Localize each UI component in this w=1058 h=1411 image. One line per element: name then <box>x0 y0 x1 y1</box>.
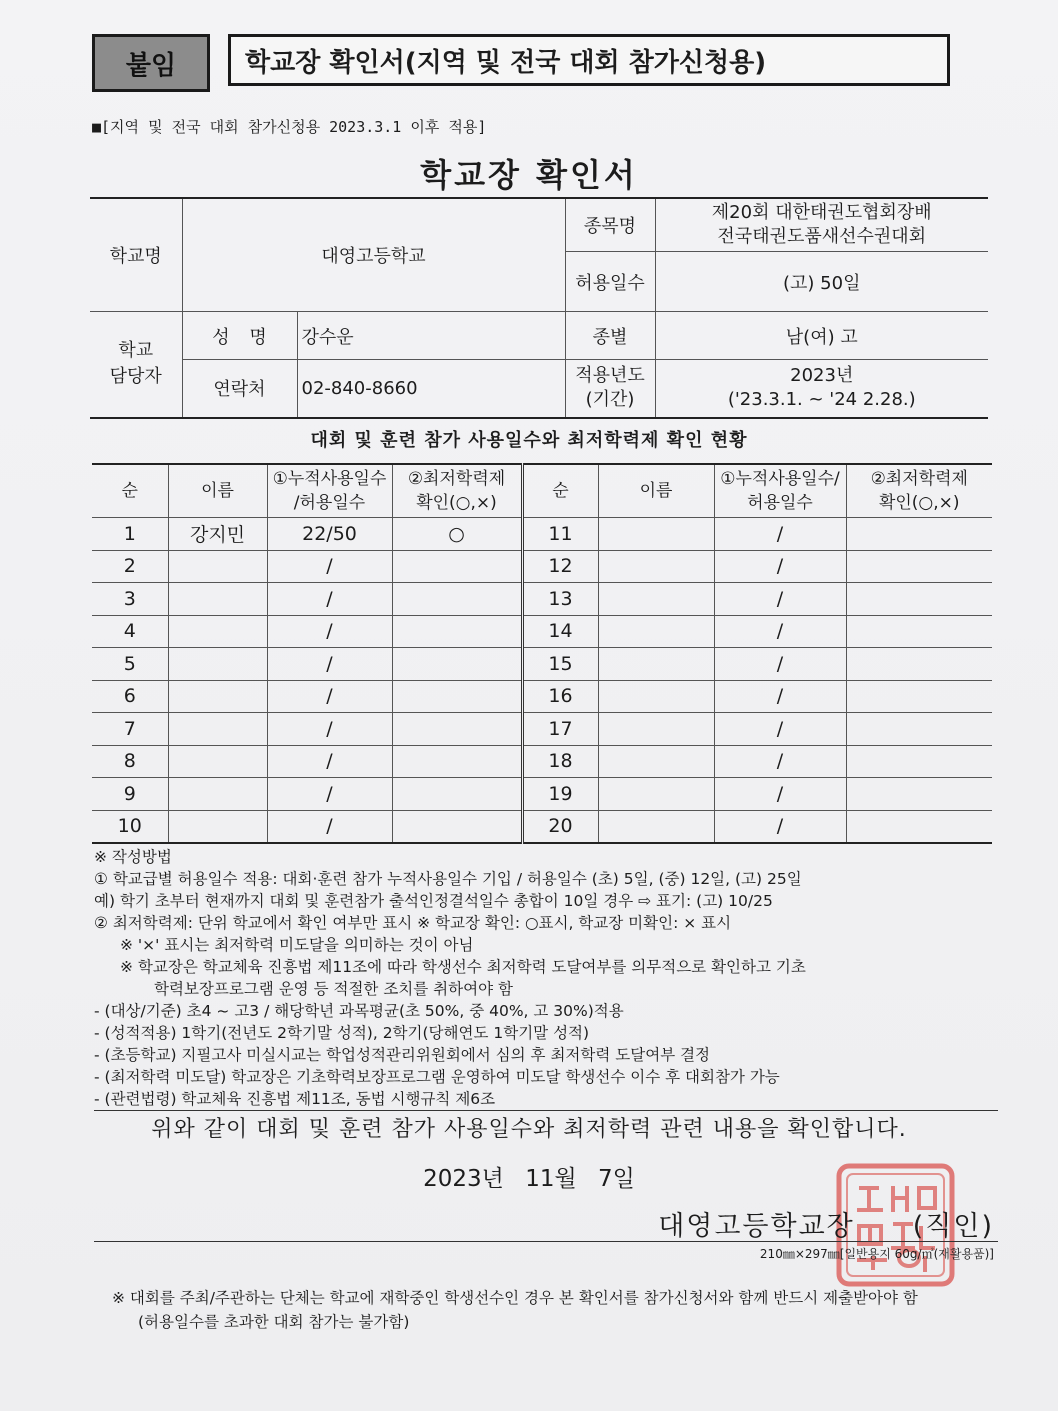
cell-left-no: 4 <box>92 615 168 648</box>
cell-left-no: 5 <box>92 648 168 681</box>
cell-left-check <box>392 778 522 811</box>
cell-right-no: 12 <box>522 550 598 583</box>
col-no-right: 순 <box>522 464 598 518</box>
document-header-title: 학교장 확인서(지역 및 전국 대회 참가신청용) <box>228 34 950 86</box>
cell-left-name <box>168 648 267 681</box>
manager-label-line1: 학교 <box>118 340 154 362</box>
col-academic-left <box>392 464 522 518</box>
year-label-line2: (기간) <box>585 389 635 411</box>
table-row <box>92 810 992 843</box>
event-value <box>655 198 988 252</box>
cell-right-no: 11 <box>522 518 598 551</box>
manager-name-label: 성 명 <box>182 312 297 360</box>
col-academic-left-line2: 확인(○,×) <box>416 493 497 513</box>
cell-left-check <box>392 615 522 648</box>
instruction-2-note-b2: 학력보장프로그램 운영 등 적절한 조치를 취하여야 함 <box>154 980 513 998</box>
cell-left-check <box>392 648 522 681</box>
cell-left-no: 7 <box>92 713 168 746</box>
cell-right-name <box>598 778 714 811</box>
cell-right-no: 20 <box>522 810 598 843</box>
manager-label <box>90 312 182 418</box>
table-row <box>92 745 992 778</box>
signer-name: 대영고등학교장 <box>658 1211 855 1242</box>
cell-right-name <box>598 615 714 648</box>
roster-body <box>92 518 992 844</box>
cell-right-name <box>598 583 714 616</box>
cell-right-check <box>846 680 992 713</box>
instruction-2-note-a: ※ '×' 표시는 최저학력 미도달을 의미하는 것이 아님 <box>120 936 474 954</box>
confirmation-statement: 위와 같이 대회 및 훈련 참가 사용일수와 최저학력 관련 내용을 확인합니다. <box>151 1117 907 1142</box>
cell-right-days: / <box>714 810 846 843</box>
detail-elementary: - (초등학교) 지필고사 미실시교는 학업성적관리위원회에서 심의 후 최저학력 도달여부 결정 <box>94 1046 711 1064</box>
cell-right-check <box>846 550 992 583</box>
cell-left-check <box>392 583 522 616</box>
cell-right-no: 13 <box>522 583 598 616</box>
table-row <box>92 713 992 746</box>
cell-right-no: 15 <box>522 648 598 681</box>
col-days-right-line1: ①누적사용일수/ <box>720 469 840 489</box>
col-academic-right <box>846 464 992 518</box>
col-days-left <box>267 464 392 518</box>
cell-left-name <box>168 778 267 811</box>
cell-right-check <box>846 810 992 843</box>
signer <box>658 1204 994 1243</box>
gender-label: 종별 <box>565 312 655 360</box>
instruction-1-example: 예) 학기 초부터 현재까지 대회 및 훈련참가 출석인정결석일수 총합이 10일 경우 ⇨ 표기: (고) 10/25 <box>94 892 773 910</box>
manager-label-line2: 담당자 <box>109 366 162 388</box>
year-value-year: 2023년 <box>790 365 854 387</box>
detail-target: - (대상/기준) 초4 ~ 고3 / 해당학년 과목평균(초 50%, 중 40%, 고 30%)적용 <box>94 1002 624 1020</box>
cell-right-days: / <box>714 745 846 778</box>
cell-right-check <box>846 615 992 648</box>
event-value-line1: 제20회 대한태권도협회장배 <box>711 202 932 223</box>
cell-right-days: / <box>714 778 846 811</box>
cell-right-no: 16 <box>522 680 598 713</box>
year-value-period: ('23.3.1. ~ '24 2.28.) <box>727 389 916 411</box>
cell-right-days: / <box>714 713 846 746</box>
attachment-tag: 붙임 <box>92 34 210 92</box>
cell-left-name <box>168 615 267 648</box>
year-value <box>655 360 988 418</box>
col-days-left-line2: /허용일수 <box>293 493 366 513</box>
school-name-label: 학교명 <box>90 198 182 312</box>
paper-spec: 210㎜×297㎜[일반용지 60g/㎡(재활용품)] <box>759 1247 994 1261</box>
table-row <box>92 615 992 648</box>
col-academic-right-line2: 확인(○,×) <box>878 493 960 513</box>
event-label: 종목명 <box>565 198 655 252</box>
cell-left-days: 22/50 <box>267 518 392 551</box>
school-name-value: 대영고등학교 <box>182 198 565 312</box>
year-label <box>565 360 655 418</box>
manager-name-value: 강수운 <box>297 312 565 360</box>
cell-left-days: / <box>267 583 392 616</box>
cell-right-days: / <box>714 648 846 681</box>
detail-grades: - (성적적용) 1학기(전년도 2학기말 성적), 2학기(당해연도 1학기말 성적) <box>94 1024 590 1042</box>
col-days-right <box>714 464 846 518</box>
school-info-table <box>90 197 988 419</box>
cell-left-check <box>392 550 522 583</box>
cell-right-days: / <box>714 615 846 648</box>
cell-right-check <box>846 745 992 778</box>
col-days-left-line1: ①누적사용일수 <box>272 469 387 489</box>
cell-right-no: 19 <box>522 778 598 811</box>
table-row <box>92 550 992 583</box>
cell-right-days: / <box>714 680 846 713</box>
instructions <box>94 846 994 1110</box>
table-row <box>92 648 992 681</box>
cell-left-check <box>392 713 522 746</box>
footer-line-2: (허용일수를 초과한 대회 참가는 불가함) <box>138 1313 410 1331</box>
cell-left-name <box>168 583 267 616</box>
col-days-right-line2: 허용일수 <box>747 493 813 513</box>
divider-top <box>94 1110 998 1111</box>
detail-law: - (관련법령) 학교체육 진흥법 제11조, 동법 시행규칙 제6조 <box>94 1090 496 1108</box>
table-row <box>92 778 992 811</box>
col-name-left: 이름 <box>168 464 267 518</box>
cell-left-check: ○ <box>392 518 522 551</box>
col-academic-left-line1: ②최저학력제 <box>407 469 506 489</box>
cell-left-name <box>168 713 267 746</box>
cell-left-days: / <box>267 713 392 746</box>
contact-value: 02-840-8660 <box>297 360 565 418</box>
cell-left-name <box>168 680 267 713</box>
cell-right-check <box>846 778 992 811</box>
cell-left-days: / <box>267 745 392 778</box>
athlete-roster-table <box>92 463 992 844</box>
cell-left-no: 1 <box>92 518 168 551</box>
footer-note <box>112 1286 918 1334</box>
col-no-left: 순 <box>92 464 168 518</box>
applicability-notice: ■[지역 및 전국 대회 참가신청용 2023.3.1 이후 적용] <box>92 118 487 136</box>
cell-left-days: / <box>267 550 392 583</box>
cell-right-days: / <box>714 550 846 583</box>
cell-right-name <box>598 810 714 843</box>
roster-section-title: 대회 및 훈련 참가 사용일수와 최저학력제 확인 현황 <box>310 430 748 451</box>
cell-left-name <box>168 810 267 843</box>
table-row <box>92 583 992 616</box>
cell-left-days: / <box>267 648 392 681</box>
cell-left-days: / <box>267 615 392 648</box>
cell-left-no: 10 <box>92 810 168 843</box>
allowed-days-value: (고) 50일 <box>655 252 988 312</box>
cell-left-no: 6 <box>92 680 168 713</box>
col-academic-right-line1: ②최저학력제 <box>870 469 968 489</box>
cell-left-no: 3 <box>92 583 168 616</box>
cell-right-name <box>598 518 714 551</box>
cell-left-days: / <box>267 810 392 843</box>
cell-left-days: / <box>267 778 392 811</box>
cell-left-check <box>392 810 522 843</box>
issue-date: 2023년 11월 7일 <box>423 1166 635 1192</box>
instruction-2-note-b1: ※ 학교장은 학교체육 진흥법 제11조에 따라 학생선수 최저학력 도달여부를 의무적으로 확인하고 기초 <box>120 958 806 976</box>
divider-bottom <box>94 1241 998 1242</box>
cell-right-name <box>598 680 714 713</box>
allowed-days-label: 허용일수 <box>565 252 655 312</box>
cell-right-check <box>846 583 992 616</box>
event-value-line2: 전국태권도품새선수권대회 <box>717 226 927 247</box>
cell-left-check <box>392 680 522 713</box>
instruction-1: ① 학교급별 허용일수 적용: 대회·훈련 참가 누적사용일수 기입 / 허용일수 (초) 5일, (중) 12일, (고) 25일 <box>94 870 802 888</box>
gender-value: 남(여) 고 <box>655 312 988 360</box>
cell-right-name <box>598 745 714 778</box>
cell-left-days: / <box>267 680 392 713</box>
detail-below-minimum: - (최저학력 미도달) 학교장은 기초학력보장프로그램 운영하여 미도달 학생선수 이수 후 대회참가 가능 <box>94 1068 780 1086</box>
cell-left-check <box>392 745 522 778</box>
cell-right-no: 18 <box>522 745 598 778</box>
contact-label: 연락처 <box>182 360 297 418</box>
cell-left-name: 강지민 <box>168 518 267 551</box>
cell-right-days: / <box>714 583 846 616</box>
table-row <box>92 518 992 551</box>
cell-right-name <box>598 713 714 746</box>
table-row <box>92 680 992 713</box>
cell-right-check <box>846 713 992 746</box>
cell-right-check <box>846 648 992 681</box>
cell-right-name <box>598 648 714 681</box>
cell-right-check <box>846 518 992 551</box>
cell-right-days: / <box>714 518 846 551</box>
cell-left-no: 9 <box>92 778 168 811</box>
instructions-heading: ※ 작성방법 <box>94 848 172 866</box>
cell-right-name <box>598 550 714 583</box>
cell-right-no: 17 <box>522 713 598 746</box>
cell-left-name <box>168 745 267 778</box>
page-title: 학교장 확인서 <box>420 156 638 194</box>
seal-label: (직인) <box>912 1211 994 1242</box>
cell-left-name <box>168 550 267 583</box>
instruction-2: ② 최저학력제: 단위 학교에서 확인 여부만 표시 ※ 학교장 확인: ○표시, 학교장 미확인: × 표시 <box>94 914 732 932</box>
year-label-line1: 적용년도 <box>575 365 645 387</box>
col-name-right: 이름 <box>598 464 714 518</box>
footer-line-1: ※ 대회를 주최/주관하는 단체는 학교에 재학중인 학생선수인 경우 본 확인서를 참가신청서와 함께 반드시 제출받아야 함 <box>112 1289 918 1307</box>
cell-left-no: 8 <box>92 745 168 778</box>
cell-right-no: 14 <box>522 615 598 648</box>
cell-left-no: 2 <box>92 550 168 583</box>
